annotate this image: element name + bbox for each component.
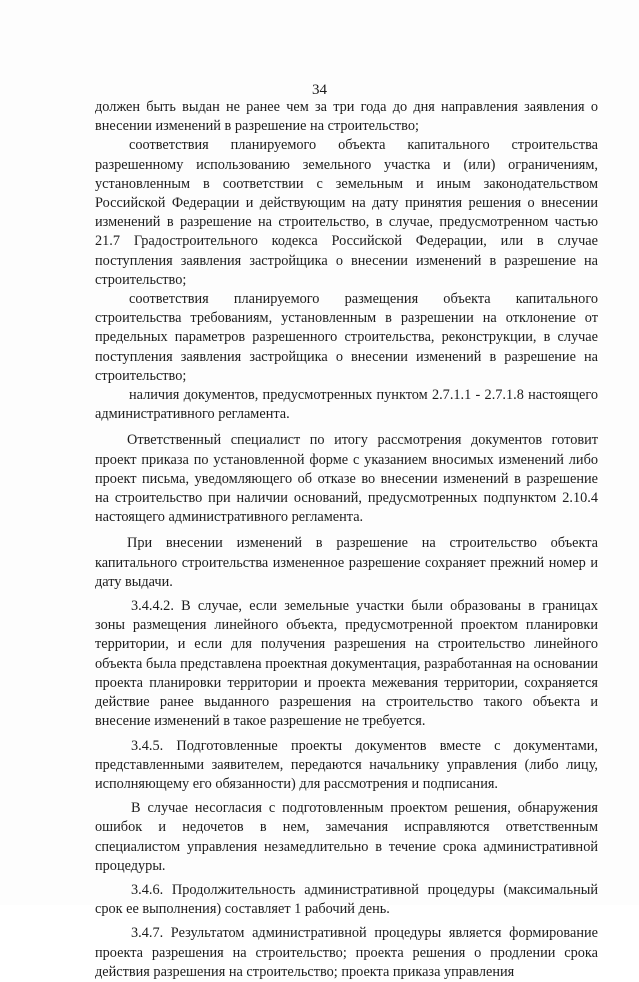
paragraph: Ответственный специалист по итогу рассмотрения документов готовит проект приказа по установленной форме с указанием вносимых изменений либо проект письма, уведомляющего об отказе во внесении изменений в разрешение на строительство при наличии оснований, предусмотренных подпунктом 2.10.4 настоящего административного регламента. [95, 432, 598, 526]
paragraph-continuation: должен быть выдан не ранее чем за три года до дня направления заявления о внесении изменений в разрешение на строительство; [95, 99, 598, 135]
paragraph-clause: 3.4.5. Подготовленные проекты документов вместе с документами, представленными заявителем, передаются начальнику управления (либо лицу, исполняющему его обязанности) для рассмотрения и подписания. [95, 737, 598, 792]
paragraph-clause: 3.4.7. Результатом административной процедуры является формирование проекта разрешения на строительство; проекта решения о продлении срока действия разрешения на строительство; проекта приказа управления [95, 925, 598, 980]
paragraph-list-item: наличия документов, предусмотренных пунктом 2.7.1.1 - 2.7.1.8 настоящего административного регламента. [95, 387, 598, 423]
document-body [95, 98, 598, 982]
paragraph-clause: 3.4.4.2. В случае, если земельные участки были образованы в границах зоны размещения линейного объекта, предусмотренной проектом планировки территории, и если для получения разрешения на строительство линейного объекта была представлена проектная документация, разработанная на основании проекта планировки территории и проекта межевания территории, сохраняется действие ранее выданного разрешения на строительство такого объекта и внесение изменений в такое разрешение не требуется. [95, 598, 598, 730]
paragraph-list-item: соответствия планируемого объекта капитального строительства разрешенному использованию земельного участка и (или) ограничениям, установленным в соответствии с земельным и иным законодательством Российской Федерации и действующим на дату принятия решения о внесении изменений в разрешение на строительство, в случае, предусмотренном частью 21.7 Градостроительного кодекса Российской Федерации, или в случае поступления заявления застройщика о внесении изменений в разрешение на строительство; [95, 137, 598, 288]
page-number: 34 [312, 82, 327, 98]
paragraph: В случае несогласия с подготовленным проектом решения, обнаружения ошибок и недочетов в нем, замечания исправляются ответственным специалистом управления незамедлительно в течение срока административной процедуры. [95, 800, 598, 874]
paragraph-list-item: соответствия планируемого размещения объекта капитального строительства требованиям, установленным в разрешении на отклонение от предельных параметров разрешенного строительства, реконструкции, в случае поступления заявления застройщика о внесении изменений в разрешение на строительство; [95, 291, 598, 384]
paragraph: При внесении изменений в разрешение на строительство объекта капитального строительства измененное разрешение сохраняет прежний номер и дату выдачи. [95, 535, 598, 590]
paragraph-clause: 3.4.6. Продолжительность административной процедуры (максимальный срок ее выполнения) составляет 1 рабочий день. [95, 881, 598, 918]
